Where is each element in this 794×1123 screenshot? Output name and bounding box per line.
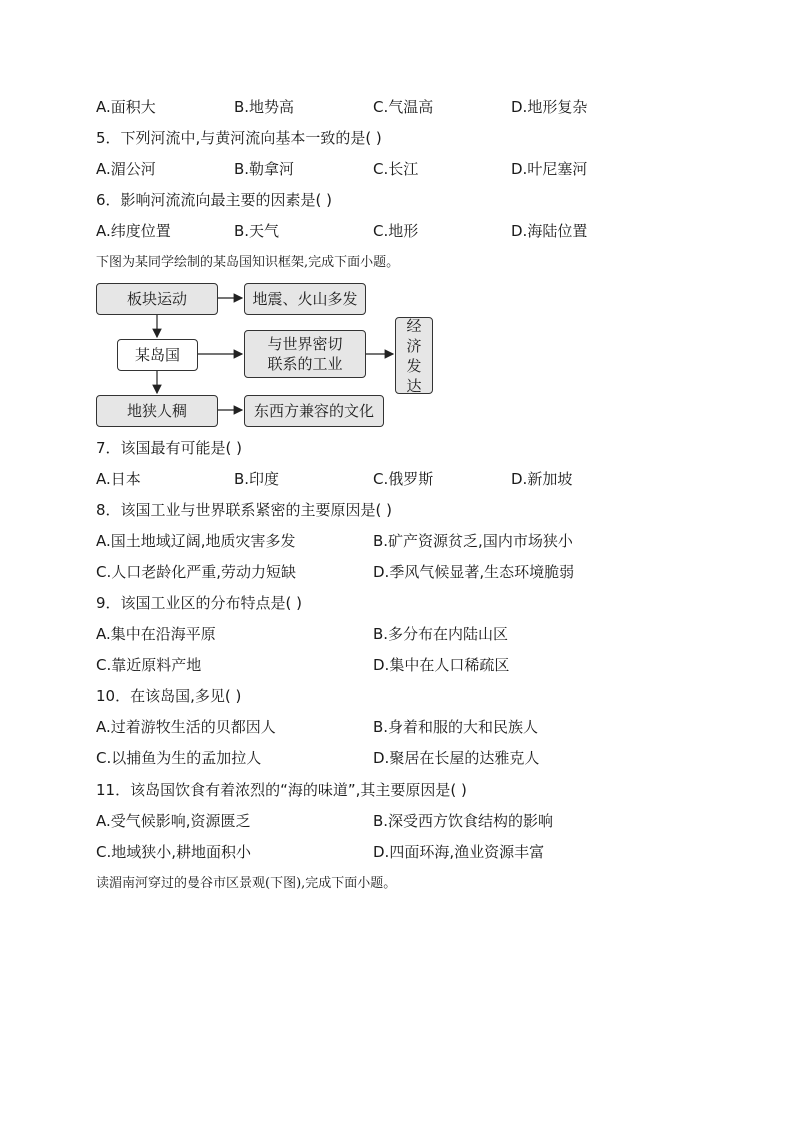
narrow-land-dense-pop-box [96, 395, 218, 427]
plate-movement-label: 板块运动 [126, 290, 187, 308]
plate-movement-box [96, 283, 218, 315]
q8-option-a: A.国土地域辽阔,地质灾害多发 [96, 532, 296, 550]
q5-option-c: C.长江 [373, 160, 419, 178]
q9-option-b: B.多分布在内陆山区 [373, 625, 509, 643]
developed-economy-box [395, 317, 433, 394]
q10-option-a: A.过着游牧生活的贝都因人 [96, 718, 276, 736]
q10-option-c: C.以捕鱼为生的孟加拉人 [96, 749, 262, 767]
q9-option-d: D.集中在人口稀疏区 [373, 656, 510, 674]
q6-option-c: C.地形 [373, 222, 419, 240]
q11-option-b: B.深受西方饮食结构的影响 [373, 812, 554, 830]
earthquake-volcano-box [244, 283, 366, 315]
q6-option-a: A.纬度位置 [96, 222, 171, 240]
q7-option-a: A.日本 [96, 470, 141, 488]
q11-option-c: C.地域狭小,耕地面积小 [96, 843, 252, 861]
east-west-culture-label: 东西方兼容的文化 [253, 402, 374, 420]
q8-stem: 8．该国工业与世界联系紧密的主要原因是( ) [96, 501, 393, 519]
diagram-intro: 下图为某同学绘制的某岛国知识框架,完成下面小题。 [96, 255, 400, 270]
q11-option-d: D.四面环海,渔业资源丰富 [373, 843, 545, 861]
q5-option-a: A.湄公河 [96, 160, 156, 178]
q6-option-d: D.海陆位置 [511, 222, 588, 240]
q4-option-d: D.地形复杂 [511, 98, 588, 116]
global-industry-label-line2: 联系的工业 [267, 355, 343, 373]
q7-stem: 7．该国最有可能是( ) [96, 439, 243, 457]
q9-stem: 9．该国工业区的分布特点是( ) [96, 594, 303, 612]
q6-stem: 6．影响河流流向最主要的因素是( ) [96, 191, 333, 209]
earthquake-volcano-label: 地震、火山多发 [252, 290, 358, 308]
q11-option-a: A.受气候影响,资源匮乏 [96, 812, 251, 830]
q7-option-d: D.新加坡 [511, 470, 573, 488]
island-country-label: 某岛国 [134, 346, 180, 364]
q4-option-c: C.气温高 [373, 98, 434, 116]
q11-stem: 11．该岛国饮食有着浓烈的“海的味道”,其主要原因是( ) [96, 781, 467, 799]
q5-option-b: B.勒拿河 [234, 160, 295, 178]
q5-option-d: D.叶尼塞河 [511, 160, 588, 178]
q5-stem: 5．下列河流中,与黄河流向基本一致的是( ) [96, 129, 382, 147]
q7-option-b: B.印度 [234, 470, 280, 488]
q10-option-b: B.身着和服的大和民族人 [373, 718, 539, 736]
global-industry-box [244, 330, 366, 378]
q4-option-b: B.地势高 [234, 98, 295, 116]
developed-economy-label: 经济发达 [406, 316, 422, 395]
east-west-culture-box [244, 395, 384, 427]
q8-option-c: C.人口老龄化严重,劳动力短缺 [96, 563, 297, 581]
q7-option-c: C.俄罗斯 [373, 470, 434, 488]
q6-option-b: B.天气 [234, 222, 280, 240]
narrow-land-dense-pop-label: 地狭人稠 [126, 402, 187, 420]
q8-option-b: B.矿产资源贫乏,国内市场狭小 [373, 532, 573, 550]
q10-option-d: D.聚居在长屋的达雅克人 [373, 749, 540, 767]
q8-option-d: D.季风气候显著,生态环境脆弱 [373, 563, 575, 581]
q9-option-c: C.靠近原料产地 [96, 656, 202, 674]
q4-option-a: A.面积大 [96, 98, 156, 116]
island-country-box [117, 339, 198, 371]
global-industry-label-line1: 与世界密切 [267, 335, 343, 353]
q9-option-a: A.集中在沿海平原 [96, 625, 216, 643]
bangkok-intro: 读湄南河穿过的曼谷市区景观(下图),完成下面小题。 [96, 876, 397, 891]
q10-stem: 10．在该岛国,多见( ) [96, 687, 242, 705]
